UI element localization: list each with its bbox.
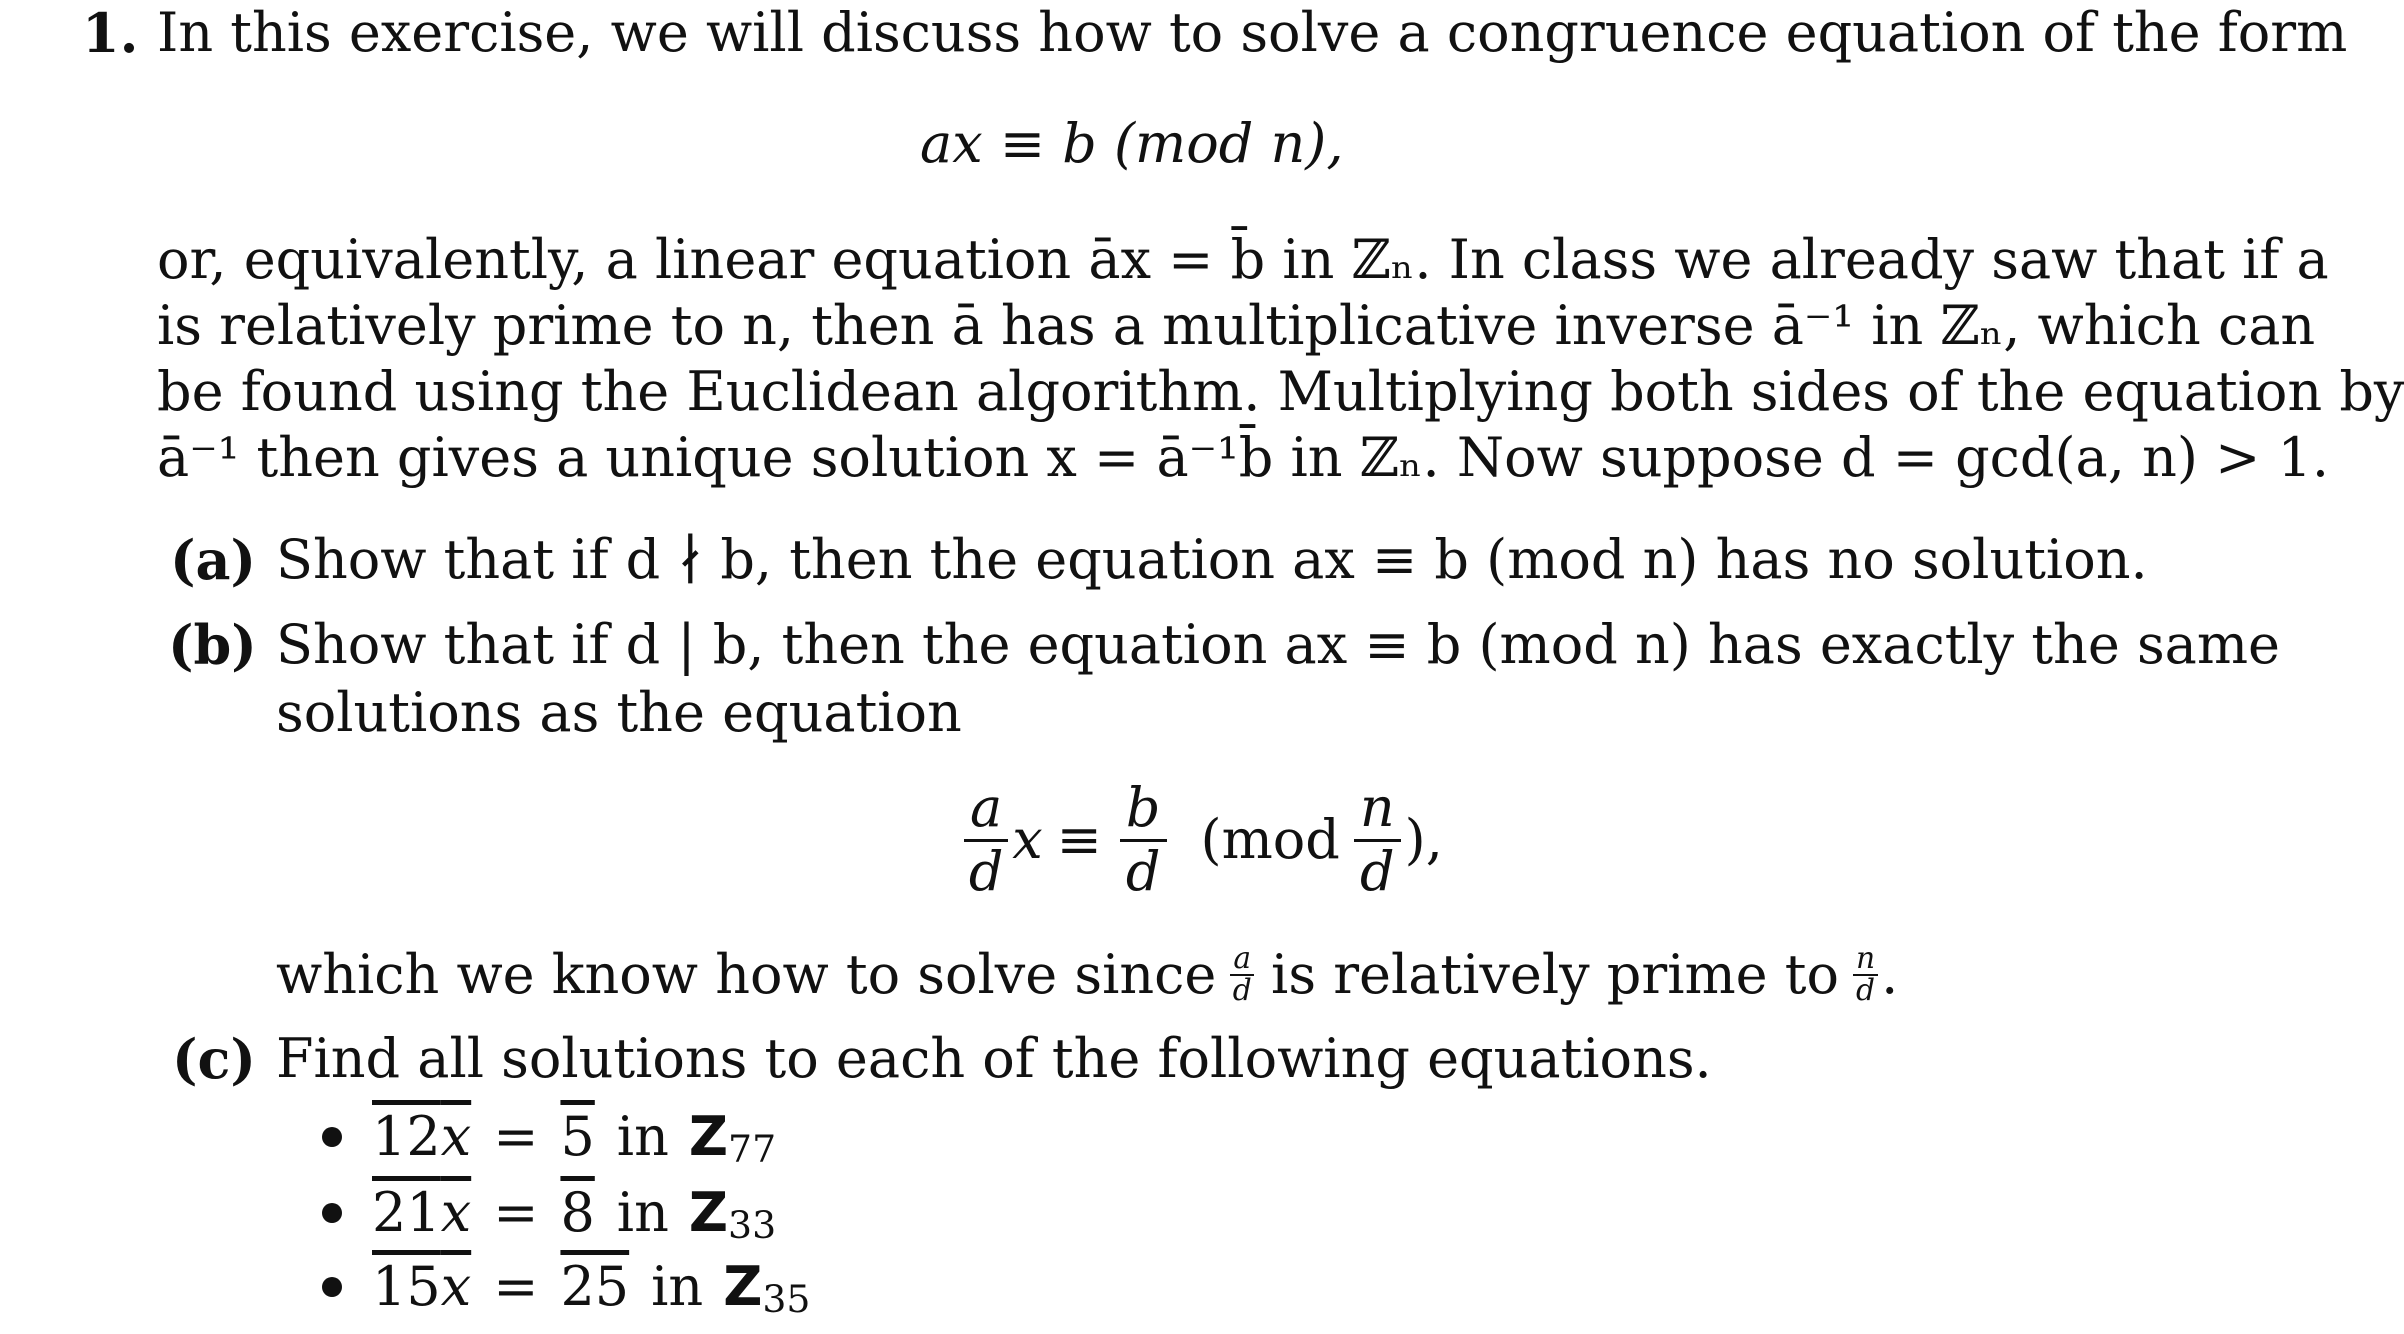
problem-number: 1. xyxy=(82,1,139,65)
display-congruence: ax ≡ b (mod n), xyxy=(920,112,1344,175)
small-fraction-n-over-d: $\frac{n}{d}$ xyxy=(1853,944,1878,1005)
paragraph-line-3: be found using the Euclidean algorithm. Multiplying both sides of the equation by xyxy=(157,360,2404,423)
list-item: 12 $\overline{x}$ = 5 in Z 77 xyxy=(322,1110,776,1164)
part-b-line-2: solutions as the equation xyxy=(276,681,962,744)
fraction-n-over-d: $\frac{n}{d}$ xyxy=(1354,780,1401,900)
fraction-a-over-d: $\frac{a}{d}$ xyxy=(964,780,1008,900)
small-fraction-a-over-d: $\frac{a}{d}$ xyxy=(1230,944,1254,1005)
list-item: 21 $\overline{x}$ = 8 in Z 33 xyxy=(322,1186,776,1240)
part-b-display-equation: $\frac{a}{d}$ x ≡ $\frac{b}{d}$ (mod $\frac{n}{d}$ ), xyxy=(960,780,1443,900)
part-c-text: Find all solutions to each of the following equations. xyxy=(276,1027,1712,1090)
part-b-closing-sentence: which we know how to solve since $\frac{a}{d}$ is relatively prime to $\frac{n}{d}$ . xyxy=(276,941,1899,1008)
part-b-label: (b) xyxy=(168,613,257,677)
paragraph-line-1: or, equivalently, a linear equation āx = b̄ in ℤₙ. In class we already saw that if a xyxy=(157,228,2329,291)
problem-intro: In this exercise, we will discuss how to solve a congruence equation of the form xyxy=(157,1,2348,64)
paragraph-line-2: is relatively prime to n, then ā has a multiplicative inverse ā⁻¹ in ℤₙ, which can xyxy=(157,294,2316,357)
list-item: 15 $\overline{x}$ = 25 in Z 35 xyxy=(322,1260,810,1314)
paragraph-line-4: ā⁻¹ then gives a unique solution x = ā⁻¹b̄ in ℤₙ. Now suppose d = gcd(a, n) > 1. xyxy=(157,426,2330,489)
bullet-icon xyxy=(322,1203,342,1223)
part-a-label: (a) xyxy=(170,528,257,592)
bullet-icon xyxy=(322,1127,342,1147)
fraction-b-over-d: $\frac{b}{d}$ xyxy=(1120,780,1167,900)
part-b-line-1: Show that if d | b, then the equation ax ≡ b (mod n) has exactly the same xyxy=(276,613,2281,676)
part-c-label: (c) xyxy=(172,1027,256,1091)
part-a-text: Show that if d ∤ b, then the equation ax ≡ b (mod n) has no solution. xyxy=(276,528,2148,591)
bullet-icon xyxy=(322,1277,342,1297)
